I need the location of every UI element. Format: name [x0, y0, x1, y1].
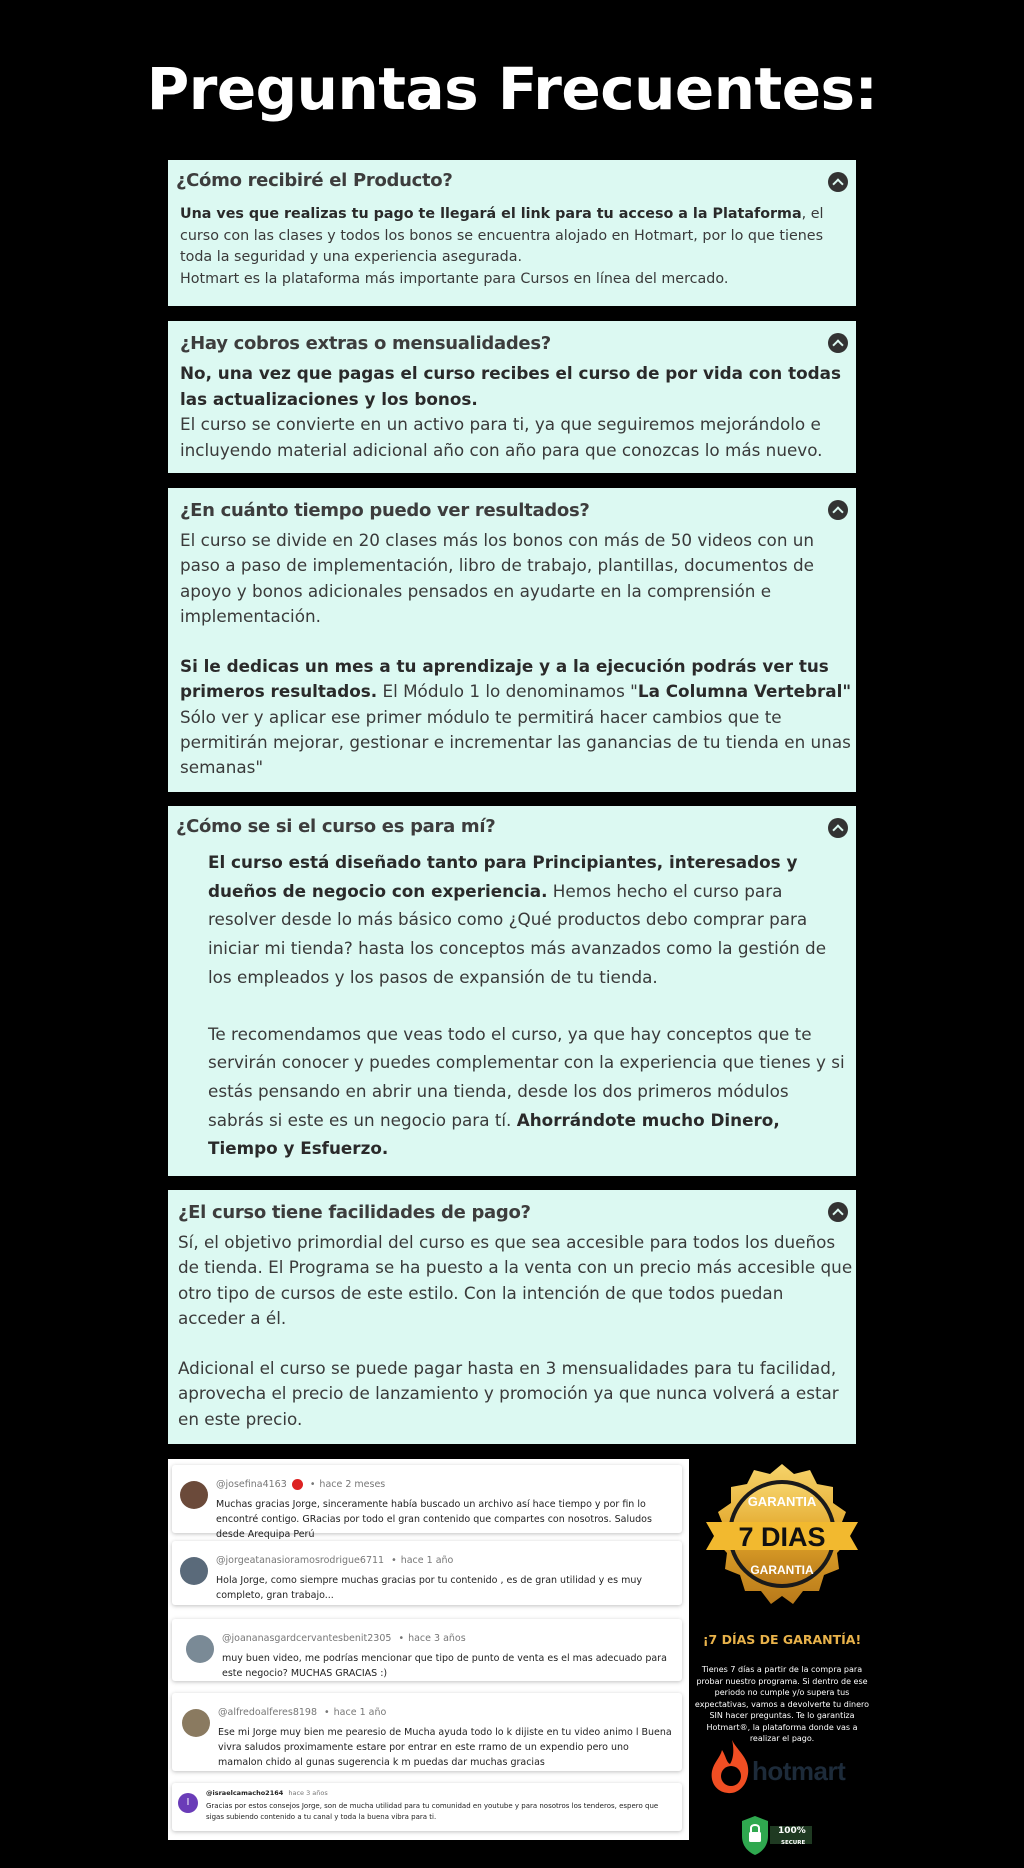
avatar — [186, 1635, 214, 1663]
comment-user[interactable]: @alfredoalferes8198 — [218, 1707, 318, 1718]
comment-user[interactable]: @josefina4163 — [216, 1479, 287, 1490]
faq-item-para-mi[interactable] — [168, 806, 856, 1176]
garantia-title: ¡7 DÍAS DE GARANTÍA! — [702, 1632, 862, 1647]
faq-item-facilidades[interactable] — [168, 1190, 856, 1444]
faq-item-resultados[interactable] — [168, 488, 856, 792]
answer-bold: La Columna Vertebral" — [637, 681, 852, 702]
comment-meta: @josefina4163 • hace 2 meses — [216, 1479, 386, 1490]
comment-time: hace 3 años — [408, 1633, 466, 1644]
answer-text: Sí, el objetivo primordial del curso es que sea accesible para todos los dueños de tienda. El Programa se ha puesto a la venta con un precio más accesible que otro tipo de cursos de este estilo. Con la intención de que todos puedan acceder a él. — [178, 1232, 853, 1328]
comment-item — [172, 1783, 682, 1831]
answer-text: Hotmart es la plataforma más importante para Cursos en línea del mercado. — [180, 270, 729, 287]
comment-meta: @joananasgardcervantesbenit2305 • hace 3 años — [222, 1633, 466, 1644]
avatar — [182, 1709, 210, 1737]
hotmart-logo-text: hotmart — [752, 1756, 846, 1786]
faq-answer — [180, 204, 850, 290]
answer-bold: El curso está diseñado tanto para Principiantes, interesados y dueños de negocio con experiencia. — [208, 852, 798, 901]
answer-text: , el curso con las clases y todos los bonos se encuentra alojado en Hotmart, por lo que tienes toda la seguridad y una experiencia asegurada. — [180, 206, 824, 265]
comment-user[interactable]: @jorgeatanasioramosrodrigue6711 — [216, 1555, 385, 1566]
comment-item — [172, 1465, 682, 1540]
comment-item — [172, 1541, 682, 1605]
secure-percent: 100% — [778, 1826, 806, 1836]
comment-item — [172, 1619, 682, 1681]
avatar — [180, 1481, 208, 1509]
badge-main-text: 7 DIAS — [738, 1522, 826, 1552]
faq-answer — [208, 848, 848, 1163]
hotmart-flame-icon — [708, 1738, 752, 1794]
comment-text: muy buen video, me podrías mencionar que tipo de punto de venta es el mas adecuado para este negocio? MUCHAS GRACIAS :) — [222, 1653, 667, 1679]
avatar — [180, 1557, 208, 1585]
faq-item-producto[interactable] — [168, 160, 856, 306]
answer-text: El curso se convierte en un activo para ti, ya que seguiremos mejorándolo e incluyendo material adicional año con año para que conozcas lo más nuevo. — [180, 414, 823, 460]
badge-top-text: GARANTIA — [747, 1494, 817, 1509]
faq-answer — [180, 528, 852, 781]
comment-time: hace 1 año — [333, 1707, 387, 1718]
chevron-up-icon[interactable] — [828, 500, 848, 520]
answer-bold: No, una vez que pagas el curso recibes el curso de por vida con todas las actualizaciones y los bonos. — [180, 363, 841, 409]
answer-text: Hemos hecho el curso para resolver desde lo más básico como ¿Qué productos debo comprar para iniciar mi tienda? hasta los conceptos más avanzados como la gestión de los empleados y los pasos de expansión de tu tienda. — [208, 880, 827, 987]
faq-answer — [178, 1230, 854, 1432]
comment-text: Gracias por estos consejos Jorge, son de mucha utilidad para tu comunidad en youtube y para nosotros los tenderos, espero que sigas subiendo contenido a tu canal y toda la buena vibra para ti. — [206, 1802, 659, 1821]
answer-bold: Una ves que realizas tu pago te llegará el link para tu acceso a la Plataforma — [180, 206, 802, 222]
comment-meta — [206, 1789, 328, 1797]
faq-question[interactable]: ¿Cómo se si el curso es para mí? — [176, 816, 496, 837]
answer-bold: Si le dedicas un mes a tu aprendizaje y a la ejecución podrás ver tus primeros resultados. — [180, 656, 829, 702]
chevron-up-icon[interactable] — [828, 333, 848, 353]
chevron-up-icon[interactable] — [828, 172, 848, 192]
comment-time: hace 2 meses — [319, 1479, 386, 1490]
answer-text: Sólo ver y aplicar ese primer módulo te permitirá hacer cambios que te permitirán mejorar, gestionar e incrementar las ganancias de tu tienda en unas semanas" — [180, 706, 851, 778]
badge-bottom-text: GARANTIA — [750, 1563, 814, 1577]
answer-text: Te recomendamos que veas todo el curso, ya que hay conceptos que te servirán conocer y puedes complementar con la experiencia que tienes y si estás pensando en abrir una tienda, desde los dos primeros módulos sabrás si este es un negocio para tí. — [208, 1023, 845, 1130]
comment-time: hace 3 años — [288, 1789, 328, 1797]
faq-question[interactable]: ¿Hay cobros extras o mensualidades? — [180, 333, 551, 354]
comment-user[interactable]: @israelcamacho2164 — [206, 1789, 284, 1797]
comment-time: hace 1 año — [400, 1555, 454, 1566]
faq-answer — [180, 361, 850, 463]
comment-user[interactable]: @joananasgardcervantesbenit2305 — [222, 1633, 392, 1644]
comment-meta: @alfredoalferes8198 • hace 1 año — [218, 1707, 387, 1718]
answer-text: El curso se divide en 20 clases más los bonos con más de 50 videos con un paso a paso de implementación, libro de trabajo, plantillas, documentos de apoyo y bonos adicionales pensados en ayudarte en la comprensión e implementación. — [180, 530, 815, 626]
chevron-up-icon[interactable] — [828, 818, 848, 838]
comment-text: Muchas gracias Jorge, sinceramente había buscado un archivo así hace tiempo y por fin lo encontré contigo. GRacias por todo el gran contenido que compartes con nosotros. Saludos desde Arequipa Perú — [216, 1499, 652, 1540]
answer-bold: Ahorrándote mucho Dinero, Tiempo y Esfuerzo. — [208, 1109, 780, 1159]
page-title: Preguntas Frecuentes: — [146, 55, 878, 123]
garantia-text: Tienes 7 días a partir de la compra para probar nuestro programa. Si dentro de ese periodo no cumple y/o supera tus expectativas, vamos a devolverte tu dinero SIN hacer preguntas. Te lo garantiza Hotmart®, la plataforma donde vas a realizar el pago. — [694, 1665, 870, 1743]
faq-item-cobros[interactable] — [168, 321, 856, 473]
faq-question[interactable]: ¿El curso tiene facilidades de pago? — [178, 1202, 531, 1223]
avatar: I — [178, 1793, 198, 1813]
badge-icon — [292, 1479, 303, 1490]
comments-panel — [168, 1459, 689, 1840]
faq-question[interactable]: ¿Cómo recibiré el Producto? — [176, 170, 453, 191]
secure-label: SECURE — [781, 1840, 806, 1846]
answer-text: El Módulo 1 lo denominamos " — [377, 681, 638, 702]
lock-body — [749, 1832, 761, 1842]
garantia-badge — [700, 1462, 864, 1618]
faq-question[interactable]: ¿En cuánto tiempo puedo ver resultados? — [180, 500, 590, 521]
comment-text: Hola Jorge, como siempre muchas gracias por tu contenido , es de gran utilidad y es muy completo, gran trabajo... — [216, 1575, 642, 1601]
comment-item — [172, 1693, 682, 1771]
chevron-up-icon[interactable] — [828, 1202, 848, 1222]
comment-meta: @jorgeatanasioramosrodrigue6711 • hace 1 año — [216, 1555, 454, 1566]
answer-text: Adicional el curso se puede pagar hasta en 3 mensualidades para tu facilidad, aprovecha el precio de lanzamiento y promoción ya que nunca volverá a estar en este precio. — [178, 1358, 839, 1429]
comment-text: Ese mi Jorge muy bien me pearesio de Mucha ayuda todo lo k dijiste en tu video animo l Buena vivra saludos proximamente estare por entrar en este rramo de un expendio pero uno mamalon chido al gunas sugerencia k m puedas dar muchas gracias — [218, 1727, 672, 1768]
